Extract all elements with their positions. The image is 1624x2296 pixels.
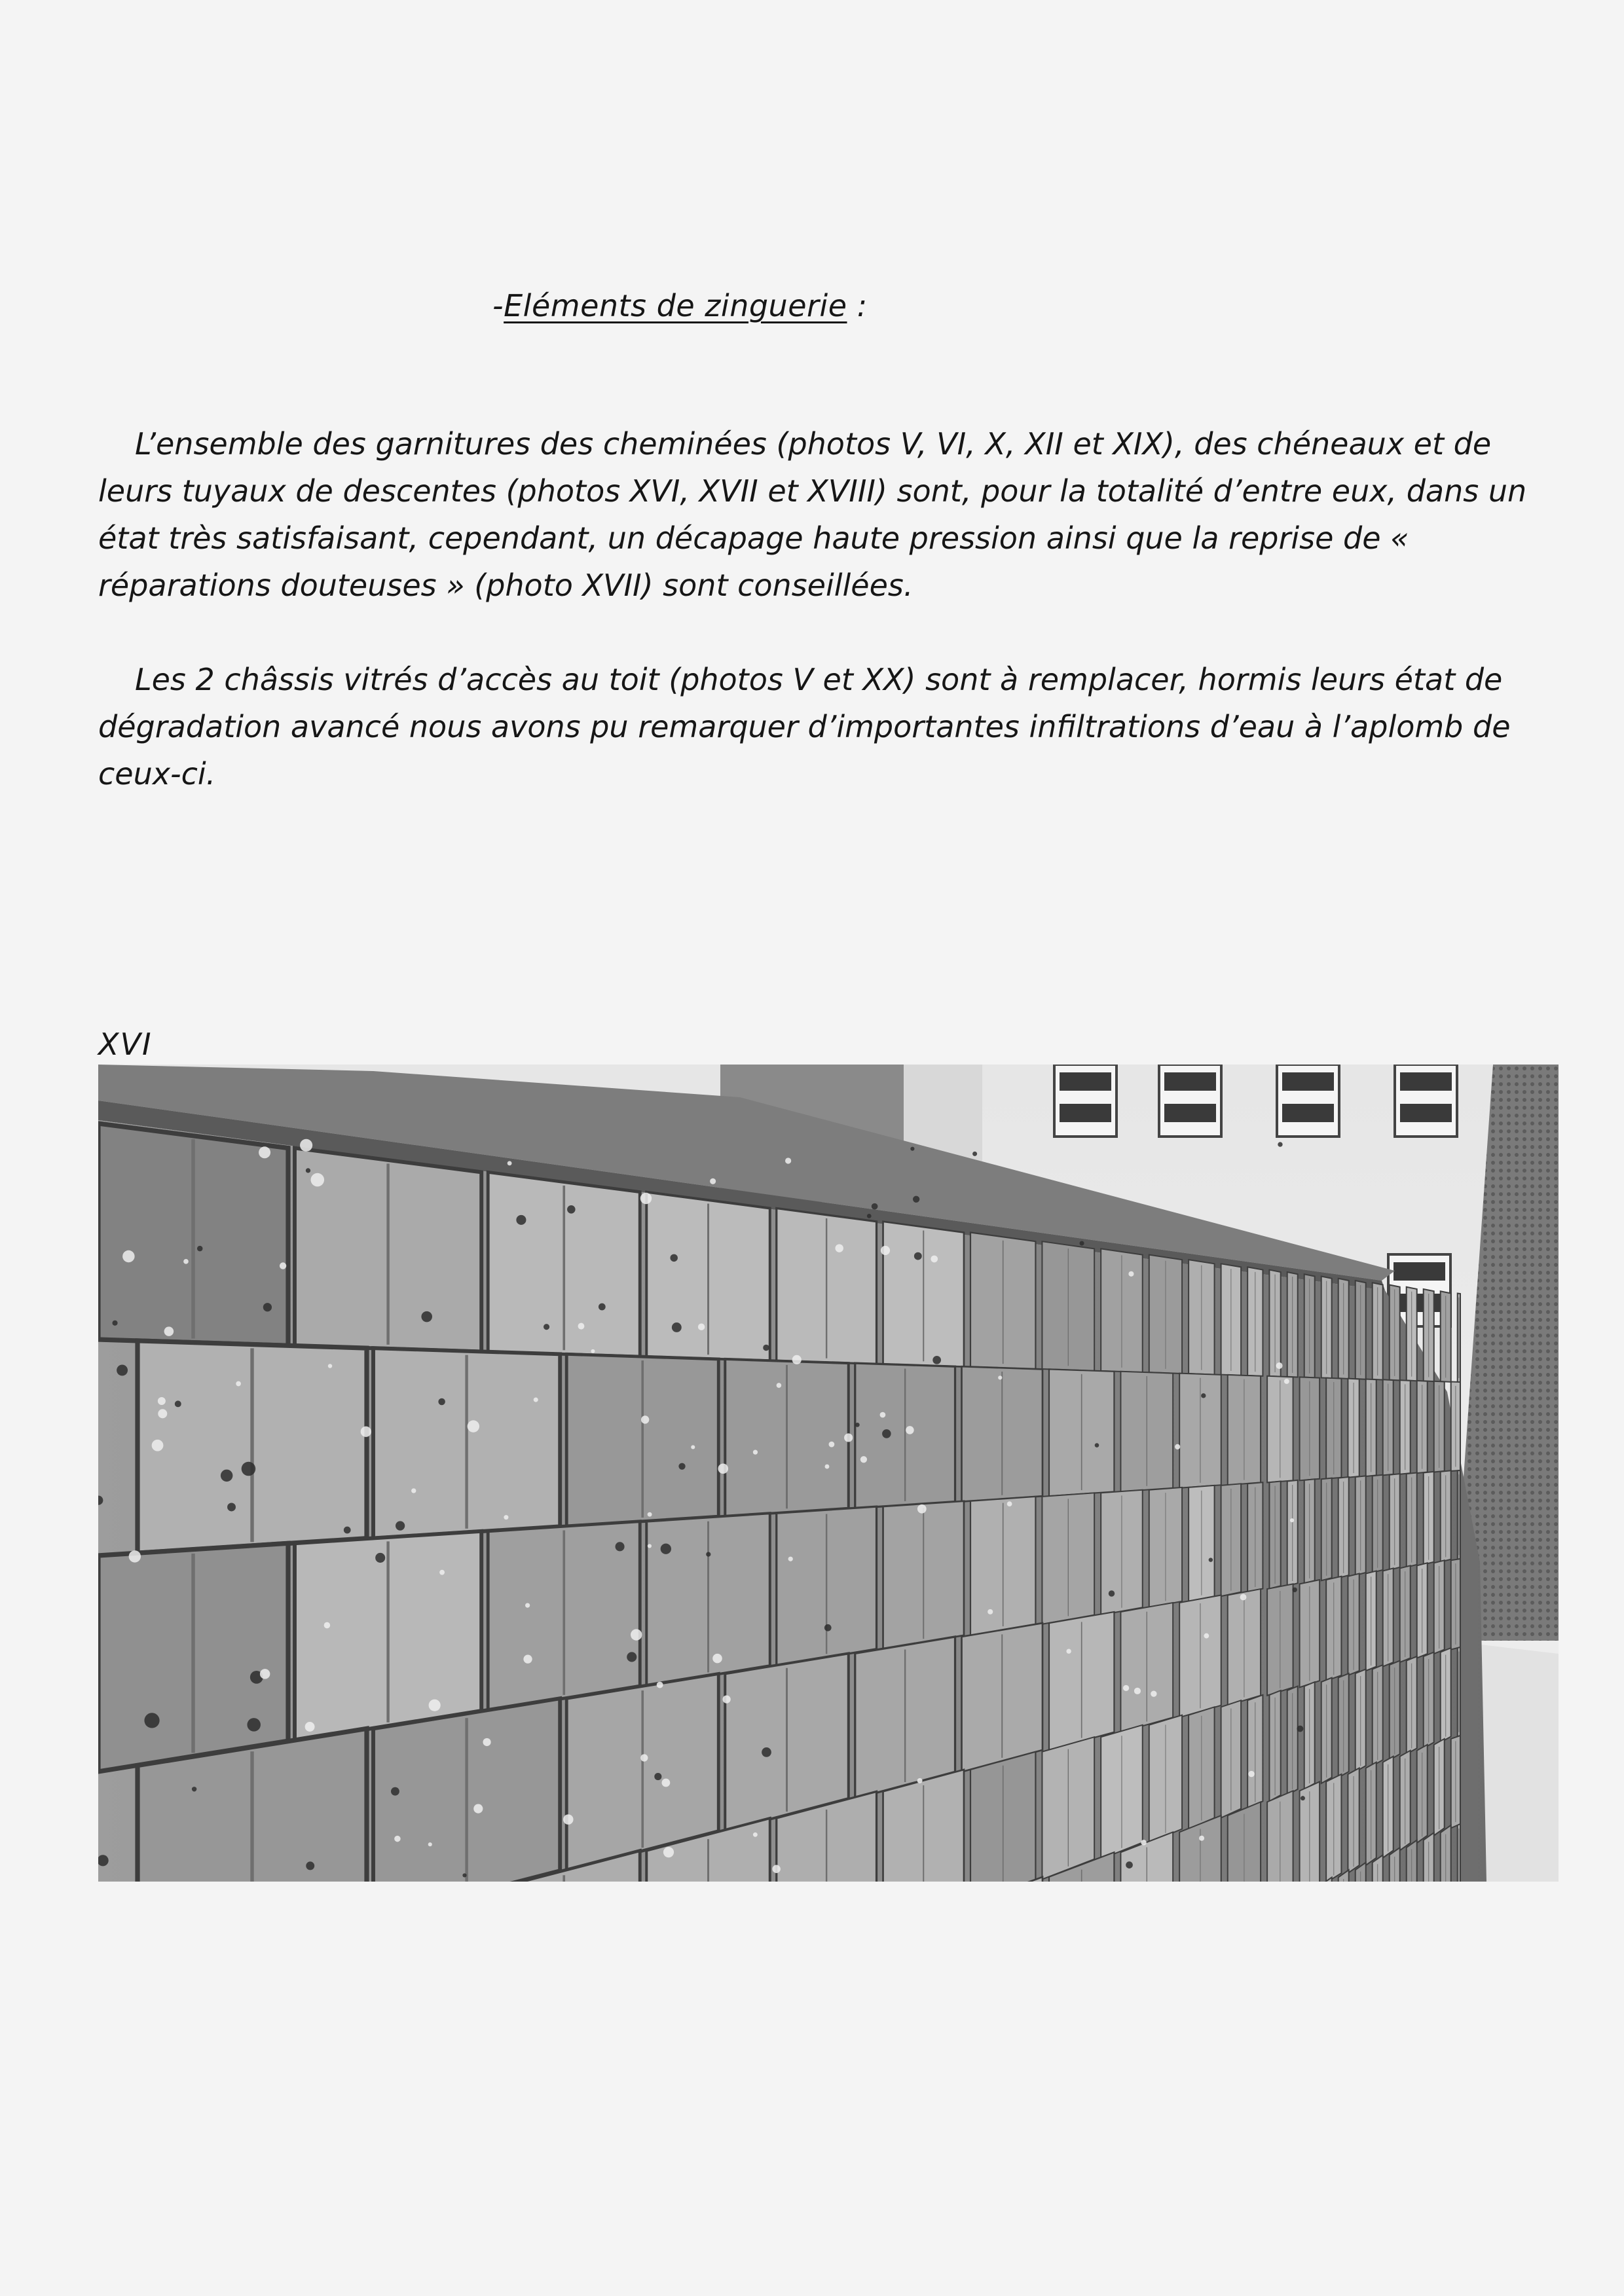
lichen-spot [1284, 1379, 1289, 1384]
lichen-spot [438, 1398, 445, 1406]
lichen-spot [762, 1747, 771, 1757]
lichen-spot [324, 1622, 331, 1629]
lichen-spot [158, 1397, 166, 1405]
lichen-spot [914, 1252, 922, 1260]
lichen-spot [678, 1463, 685, 1470]
lichen-spot [1066, 1649, 1071, 1654]
lichen-spot [578, 1323, 585, 1330]
lichen-spot [641, 1415, 649, 1423]
lichen-spot [236, 1381, 241, 1387]
lichen-spot [306, 1861, 314, 1870]
lichen-spot [1297, 1726, 1303, 1732]
lichen-spot [483, 1738, 490, 1746]
lichen-spot [394, 1836, 400, 1842]
lichen-spot [305, 1722, 315, 1732]
lichen-spot [504, 1515, 508, 1520]
lichen-spot [844, 1433, 853, 1442]
lichen-spot [468, 1420, 479, 1432]
lichen-spot [567, 1205, 576, 1214]
lichen-spot [1276, 1362, 1283, 1369]
window-pane [1060, 1072, 1111, 1091]
lichen-spot [122, 1250, 134, 1262]
lichen-spot [158, 1409, 167, 1418]
lichen-spot [164, 1326, 174, 1336]
lichen-spot [428, 1842, 432, 1846]
lichen-spot [1109, 1590, 1115, 1596]
lichen-spot [722, 1695, 730, 1703]
lichen-spot [867, 1214, 872, 1218]
lichen-spot [710, 1178, 716, 1184]
lichen-spot [670, 1254, 678, 1262]
lichen-spot [1290, 1518, 1294, 1522]
lichen-spot [627, 1652, 637, 1662]
lichen-spot [763, 1345, 769, 1351]
lichen-spot [1292, 1588, 1297, 1592]
lichen-spot [523, 1655, 532, 1664]
lichen-spot [753, 1832, 758, 1837]
lichen-spot [1134, 1688, 1141, 1694]
lichen-spot [1126, 1861, 1133, 1868]
lichen-spot [788, 1557, 793, 1561]
lichen-spot [657, 1682, 663, 1688]
lichen-spot [998, 1376, 1002, 1379]
lichen-spot [706, 1552, 710, 1556]
paragraph-text: L’ensemble des garnitures des cheminées (photos V, VI, X, XII et XIX), des chéneaux et de leurs tuyaux de descentes (photos XVI, XVII et XVIII) sont, pour la totalité d’entre eux, dans un état très satisfaisant, cependant, un décapage haute pression ainsi que la reprise de « réparations douteuses » (photo XVII) sont conseillées. [98, 426, 1527, 603]
lichen-spot [144, 1713, 159, 1728]
heading-dash: - [492, 288, 504, 323]
lichen-spot [544, 1324, 549, 1330]
lichen-spot [361, 1427, 371, 1437]
lichen-spot [661, 1544, 671, 1554]
paragraph-roof-windows [98, 656, 1552, 797]
lichen-spot [829, 1442, 835, 1448]
lichen-spot [1199, 1836, 1204, 1841]
lichen-spot [280, 1262, 286, 1269]
roof-tiles-photo [98, 1065, 1559, 1882]
lichen-spot [1141, 1840, 1146, 1845]
lichen-spot [227, 1503, 236, 1512]
lichen-spot [375, 1553, 385, 1563]
lichen-spot [648, 1544, 652, 1548]
window-pane [1400, 1104, 1452, 1122]
window-pane [1400, 1072, 1452, 1091]
lichen-spot [855, 1423, 860, 1427]
lichen-spot [429, 1700, 441, 1711]
lichen-spot [311, 1173, 325, 1187]
window-pane [1393, 1262, 1445, 1281]
lichen-spot [396, 1521, 405, 1530]
lichen-spot [117, 1365, 128, 1376]
lichen-spot [654, 1773, 661, 1780]
lichen-spot [507, 1161, 512, 1165]
lichen-spot [563, 1814, 574, 1825]
lichen-spot [462, 1873, 466, 1877]
lichen-spot [599, 1303, 606, 1311]
lichen-spot [242, 1462, 256, 1476]
window-pane [1164, 1072, 1216, 1091]
lichen-spot [591, 1349, 595, 1353]
lichen-spot [1079, 1241, 1084, 1245]
lichen-spot [260, 1669, 270, 1679]
lichen-spot [1278, 1142, 1282, 1146]
lichen-spot [1128, 1271, 1134, 1277]
lichen-spot [932, 1356, 941, 1364]
lichen-spot [197, 1246, 202, 1251]
lichen-spot [648, 1512, 652, 1517]
lichen-spot [534, 1398, 538, 1402]
lichen-spot [931, 1256, 938, 1263]
lichen-spot [175, 1400, 181, 1407]
roof-photo-drawing [98, 1065, 1559, 1882]
lichen-spot [824, 1624, 832, 1631]
lichen-spot [672, 1322, 682, 1332]
lichen-spot [1301, 1796, 1305, 1800]
lichen-spot [860, 1456, 867, 1463]
lichen-spot [712, 1654, 722, 1664]
section-heading [492, 288, 868, 323]
paragraph-text: Les 2 châssis vitrés d’accès au toit (photos V et XX) sont à remplacer, hormis leurs état de dégradation avancé nous avons pu remarquer d’importantes infiltrations d’eau à l’aplomb de ceux-ci. [98, 662, 1511, 792]
lichen-spot [263, 1303, 272, 1311]
lichen-spot [917, 1504, 927, 1514]
lichen-spot [221, 1470, 233, 1482]
lichen-spot [300, 1139, 312, 1152]
lichen-spot [662, 1779, 671, 1787]
lichen-spot [1007, 1501, 1012, 1506]
lichen-spot [913, 1196, 919, 1203]
lichen-spot [1151, 1690, 1156, 1696]
lichen-spot [1248, 1771, 1255, 1777]
window-pane [1282, 1104, 1334, 1122]
lichen-spot [880, 1412, 886, 1418]
lichen-spot [152, 1440, 164, 1451]
lichen-spot [640, 1754, 648, 1761]
lichen-spot [825, 1465, 830, 1469]
lichen-spot [1201, 1393, 1206, 1398]
lichen-spot [698, 1323, 705, 1330]
lichen-spot [691, 1445, 695, 1449]
heading-title: Eléments de zinguerie [504, 288, 847, 323]
lichen-spot [872, 1203, 878, 1210]
window-pane [1060, 1104, 1111, 1122]
lichen-spot [631, 1629, 642, 1640]
lichen-spot [910, 1147, 914, 1151]
lichen-spot [183, 1259, 189, 1264]
heading-colon: : [847, 288, 868, 323]
lichen-spot [906, 1426, 914, 1434]
lichen-spot [792, 1355, 802, 1364]
lichen-spot [718, 1463, 728, 1474]
lichen-spot [391, 1787, 399, 1796]
lichen-spot [881, 1246, 890, 1255]
lichen-spot [777, 1383, 782, 1388]
lichen-spot [306, 1168, 310, 1173]
lichen-spot [473, 1804, 483, 1813]
lichen-spot [421, 1311, 432, 1322]
lichen-spot [663, 1847, 674, 1857]
window-pane [1393, 1294, 1445, 1312]
lichen-spot [112, 1321, 117, 1326]
lichen-spot [411, 1488, 416, 1493]
lichen-spot [753, 1450, 758, 1455]
lichen-spot [1209, 1558, 1213, 1561]
lichen-spot [917, 1778, 923, 1783]
lichen-spot [616, 1542, 625, 1551]
lichen-spot [772, 1865, 780, 1872]
lichen-spot [1123, 1685, 1129, 1691]
lichen-spot [1095, 1443, 1099, 1448]
lichen-spot [1240, 1594, 1247, 1601]
lichen-spot [1204, 1633, 1209, 1639]
lichen-spot [328, 1364, 332, 1368]
lichen-spot [882, 1429, 891, 1438]
window-pane [1164, 1104, 1216, 1122]
lichen-spot [439, 1570, 445, 1575]
lichen-spot [516, 1215, 526, 1225]
lichen-spot [972, 1152, 977, 1156]
lichen-spot [1175, 1444, 1180, 1449]
lichen-spot [785, 1157, 791, 1163]
lichen-spot [835, 1244, 843, 1252]
lichen-spot [192, 1787, 196, 1791]
lichen-spot [247, 1718, 261, 1732]
photo-label: XVI [98, 1027, 153, 1062]
lichen-spot [640, 1193, 652, 1204]
lichen-spot [525, 1603, 530, 1608]
lichen-spot [344, 1527, 351, 1534]
window-pane [1282, 1072, 1334, 1091]
lichen-spot [987, 1609, 993, 1614]
lichen-spot [259, 1146, 270, 1158]
lichen-spot [129, 1550, 141, 1562]
paragraph-zinc-elements [98, 420, 1552, 609]
